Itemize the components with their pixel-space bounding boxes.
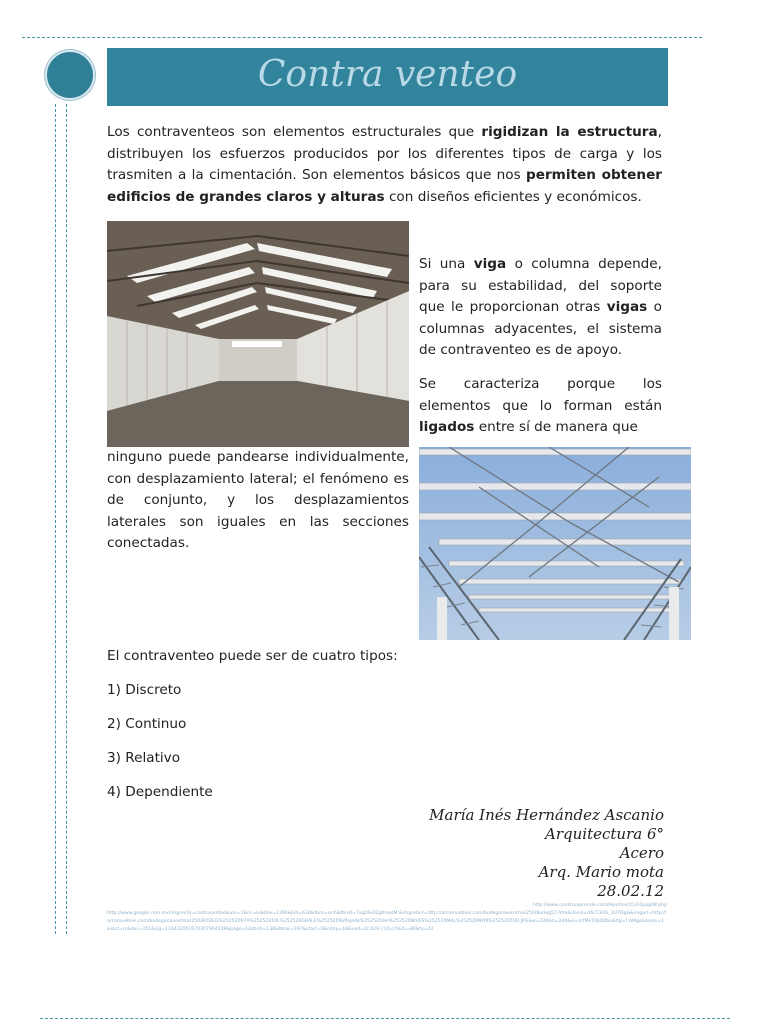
list-item: 2) Continuo	[107, 716, 187, 732]
reference-link[interactable]: http://www.construaprende.com/Apuntes/01/A1pag08.php	[532, 903, 667, 908]
types-intro: El contraventeo puede ser de cuatro tipos:	[107, 648, 398, 664]
left-dashed-border-inner	[66, 104, 67, 934]
bottom-dashed-border	[40, 1018, 730, 1019]
top-dashed-border	[22, 37, 702, 38]
continuation-paragraph: ninguno puede pandearse individualmente, con desplazamiento lateral; el fenómeno es de conjunto, y los desplazamientos laterales son iguales en las secciones conectadas.	[107, 449, 409, 551]
page-title: Contra venteo	[257, 54, 518, 95]
left-dashed-border-outer	[55, 104, 56, 934]
list-item: 1) Discreto	[107, 682, 182, 698]
list-item: 4) Dependiente	[107, 784, 213, 800]
author-date: 28.02.12	[597, 882, 664, 900]
author-block	[429, 806, 664, 901]
list-item: 3) Relativo	[107, 750, 181, 766]
characterized-paragraph: Se caracteriza porque los elementos que lo forman están ligados entre sí de manera que	[419, 376, 662, 435]
author-course: Arquitectura 6°	[545, 825, 664, 843]
author-teacher: Arq. Mario mota	[538, 863, 664, 881]
references	[107, 902, 667, 934]
title-banner	[107, 48, 668, 106]
reference-link[interactable]: http://www.google.com.mx/imgres?q=contraventeo&um=1&hl=es&biw=1366&bih=634&tbm=isch&tbnid=7sgDFe02gfmudM:&imgrefurl=http://arcomuebles.com/bodeganaves/mas250/Bodeg57.htm&docid=d6cT3HG_3U7Dg&&imgurl=http://arcomuebles.com/bodeganaves/mas250/BODEG%25252097A%2525201PL%252520GRALE%252520Reflejado%252520del%252520NIVES%252520MAL%252520NYM%252520TUR.JPG&w=320&h=240&ei=aYMkT0bD0bu&itg=t:AMgs&zoom=1&iact=rc&dur=351&sig=116432061070307964039&page=1&tbnh=138&tbnw=197&start=0&ndsp=18&ved=1t:429,r:10,s:0&tx=86&ty=42	[107, 911, 667, 932]
intro-paragraph: Los contraventeos son elementos estructurales que rigidizan la estructura, distribuyen los esfuerzos producidos por los diferentes tipos de carga y los trasmiten a la cimentación. Son elementos básicos que nos permiten obtener edificios de grandes claros y alturas con diseños eficientes y económicos.	[107, 124, 662, 205]
support-paragraph: Si una viga o columna depende, para su estabilidad, del soporte que le proporcionan otras vigas o columnas adyacentes, el sistema de contraventeo es de apoyo.	[419, 256, 662, 358]
author-name: María Inés Hernández Ascanio	[429, 806, 664, 824]
author-subject: Acero	[619, 844, 664, 862]
warehouse-interior-photo	[107, 221, 409, 447]
decorative-circle	[45, 50, 95, 100]
steel-truss-roof-photo	[419, 447, 691, 640]
